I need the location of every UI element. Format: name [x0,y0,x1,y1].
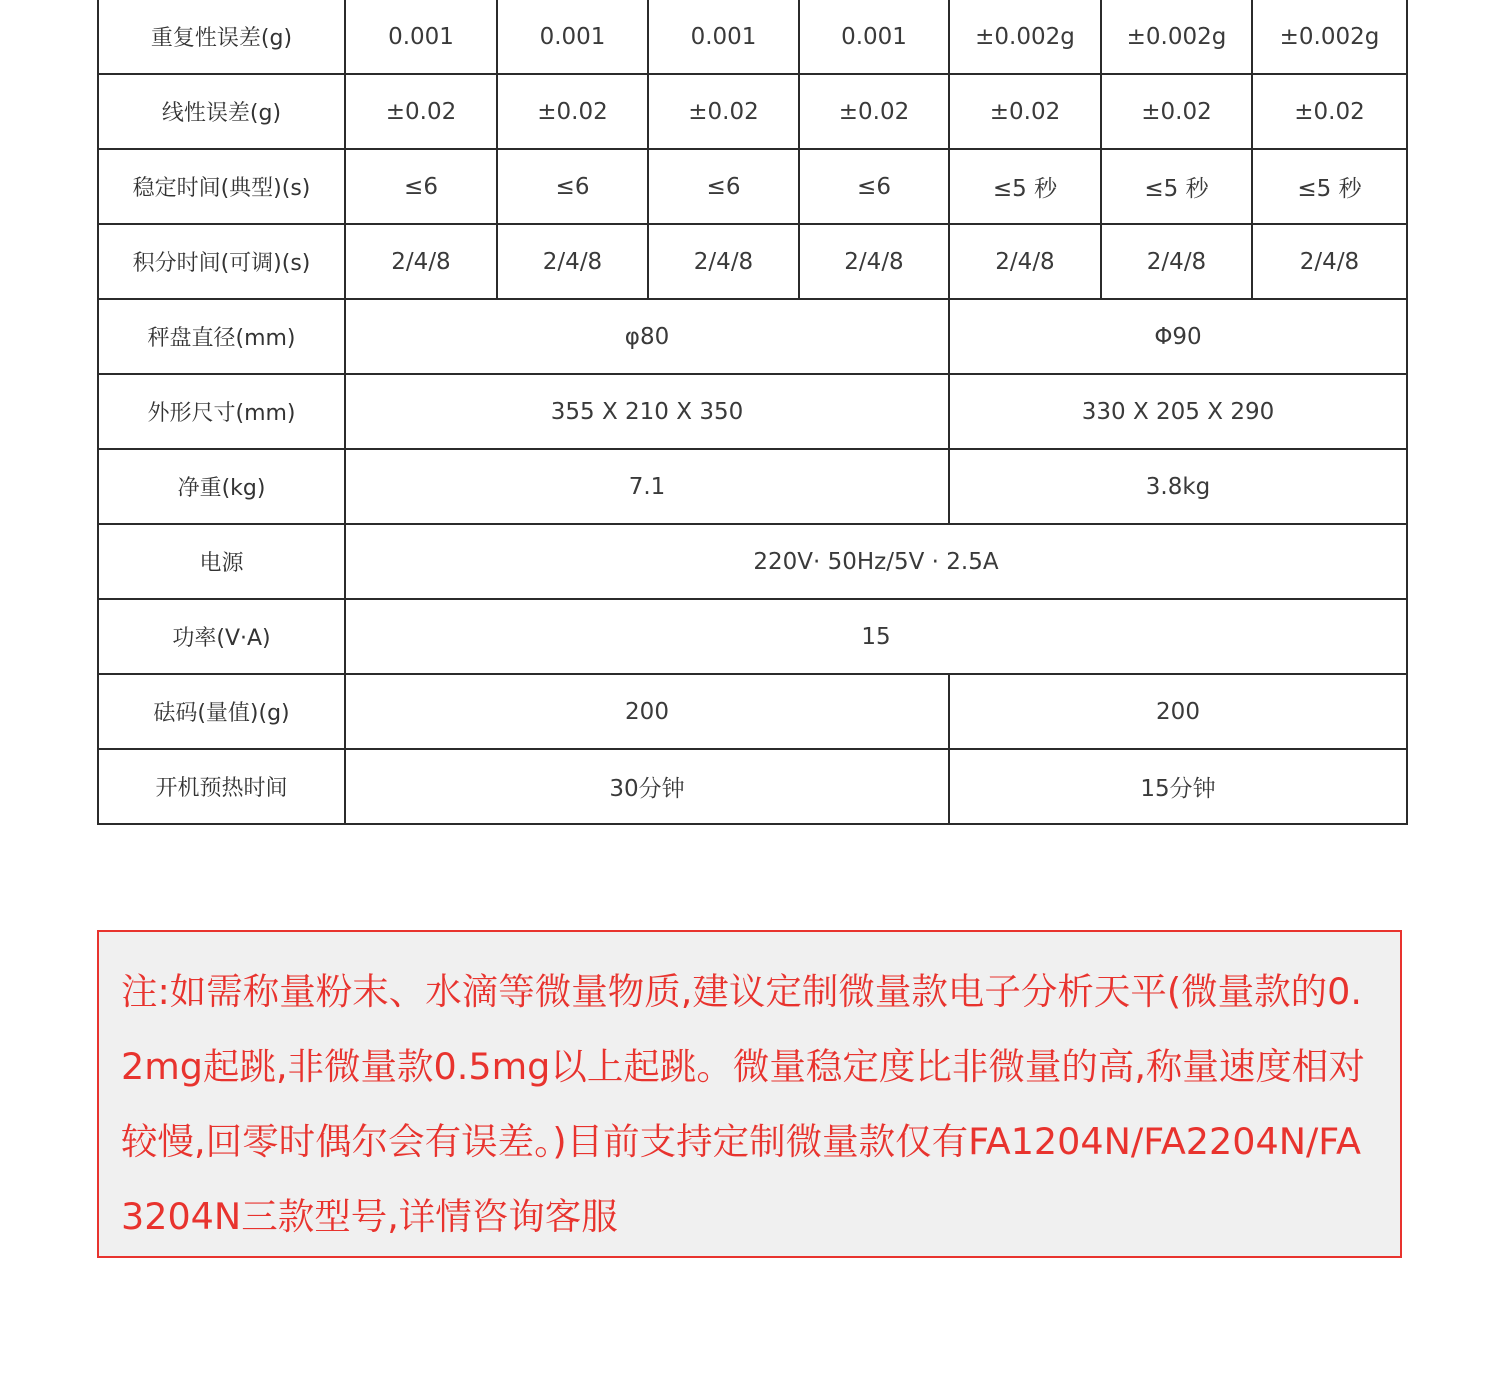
table-row [98,299,1407,374]
row-label: 秤盘直径(mm) [98,299,345,374]
table-row [98,449,1407,524]
table-cell: 0.001 [799,0,949,74]
table-cell: Φ90 [949,299,1407,374]
table-row [98,74,1407,149]
table-cell: 2/4/8 [799,224,949,299]
table-cell: 0.001 [345,0,497,74]
table-cell: ≤5 秒 [1252,149,1407,224]
table-cell: 0.001 [497,0,648,74]
table-cell: ±0.02 [497,74,648,149]
table-cell: ≤5 秒 [1101,149,1252,224]
table-cell: 7.1 [345,449,949,524]
row-label: 净重(kg) [98,449,345,524]
row-label: 稳定时间(典型)(s) [98,149,345,224]
table-cell: 30分钟 [345,749,949,824]
table-cell: ±0.02 [648,74,799,149]
row-label: 积分时间(可调)(s) [98,224,345,299]
table-cell: 200 [345,674,949,749]
table-cell: 2/4/8 [648,224,799,299]
table-cell: ≤6 [648,149,799,224]
table-cell: 2/4/8 [345,224,497,299]
table-cell: φ80 [345,299,949,374]
table-cell: ±0.002g [1252,0,1407,74]
table-row [98,749,1407,824]
row-label: 重复性误差(g) [98,0,345,74]
table-row [98,599,1407,674]
table-cell: 355 X 210 X 350 [345,374,949,449]
row-label: 功率(V·A) [98,599,345,674]
table-cell: ±0.02 [1252,74,1407,149]
spec-table [97,0,1408,825]
table-cell: 330 X 205 X 290 [949,374,1407,449]
table-cell: 2/4/8 [1101,224,1252,299]
table-cell: 2/4/8 [949,224,1101,299]
note-text: 注:如需称量粉末、水滴等微量物质,建议定制微量款电子分析天平(微量款的0.2mg起跳,非微量款0.5mg以上起跳。微量稳定度比非微量的高,称量速度相对较慢,回零时偶尔会有误差。)目前支持定制微量款仅有FA1204N/FA2204N/FA3204N三款型号,详情咨询客服 [121,970,1365,1238]
row-label: 外形尺寸(mm) [98,374,345,449]
table-cell: 15 [345,599,1407,674]
table-cell: ±0.02 [345,74,497,149]
table-row [98,674,1407,749]
row-label: 线性误差(g) [98,74,345,149]
table-cell: 3.8kg [949,449,1407,524]
table-row [98,524,1407,599]
table-cell: ≤6 [497,149,648,224]
table-row [98,0,1407,74]
table-row [98,149,1407,224]
row-label: 开机预热时间 [98,749,345,824]
table-cell: 0.001 [648,0,799,74]
table-cell: 220V· 50Hz/5V · 2.5A [345,524,1407,599]
table-cell: ±0.002g [949,0,1101,74]
table-cell: 200 [949,674,1407,749]
table-cell: 2/4/8 [497,224,648,299]
table-cell: ≤6 [345,149,497,224]
table-cell: ≤5 秒 [949,149,1101,224]
table-cell: ±0.002g [1101,0,1252,74]
note-box [97,930,1402,1258]
table-cell: ±0.02 [799,74,949,149]
table-cell: 15分钟 [949,749,1407,824]
table-cell: ±0.02 [1101,74,1252,149]
row-label: 电源 [98,524,345,599]
table-cell: 2/4/8 [1252,224,1407,299]
table-cell: ≤6 [799,149,949,224]
row-label: 砝码(量值)(g) [98,674,345,749]
table-row [98,224,1407,299]
table-cell: ±0.02 [949,74,1101,149]
table-row [98,374,1407,449]
